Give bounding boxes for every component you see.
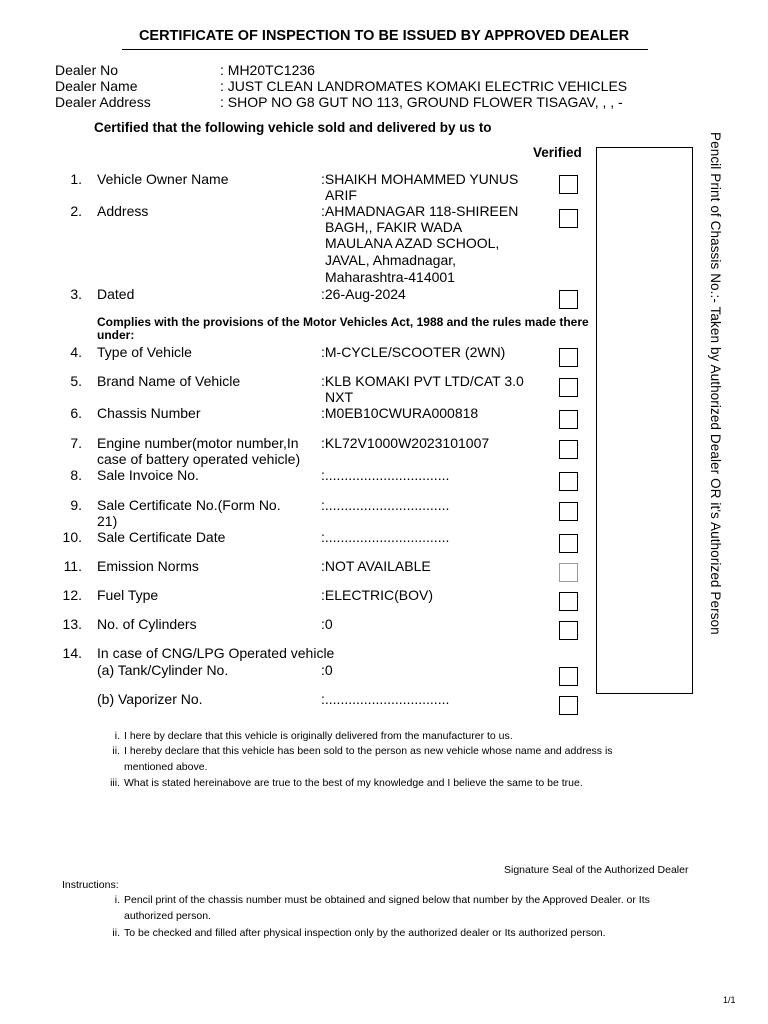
dealer-name-label: Dealer Name bbox=[55, 78, 138, 94]
vaporizer-value: :................................ bbox=[321, 691, 450, 707]
dealer-name-value: : JUST CLEAN LANDROMATES KOMAKI ELECTRIC VEHICLES bbox=[220, 78, 628, 94]
sale-certificate-no-value: :................................ bbox=[321, 497, 450, 513]
instructions-heading: Instructions: bbox=[62, 879, 119, 891]
item-label: Dated bbox=[97, 286, 135, 302]
emission-norms-value: :NOT AVAILABLE bbox=[321, 558, 431, 574]
brand-name-value: :KLB KOMAKI PVT LTD/CAT 3.0 bbox=[321, 373, 524, 389]
dealer-no-label: Dealer No bbox=[55, 62, 119, 78]
item-label: Fuel Type bbox=[97, 587, 159, 603]
verify-checkbox[interactable] bbox=[559, 502, 578, 521]
verify-checkbox[interactable] bbox=[559, 378, 578, 397]
dealer-no-value: : MH20TC1236 bbox=[220, 62, 315, 78]
item-label: Address bbox=[97, 203, 149, 219]
declaration-text: I here by declare that this vehicle is originally delivered from the manufacturer to us. bbox=[124, 730, 513, 742]
brand-name-value-cont: NXT bbox=[325, 389, 353, 405]
tank-cylinder-value: :0 bbox=[321, 662, 333, 678]
declaration-text: I hereby declare that this vehicle has been sold to the person as new vehicle whose name and address is bbox=[124, 745, 613, 757]
sale-invoice-value: :................................ bbox=[321, 467, 450, 483]
instruction-number: ii. bbox=[112, 927, 120, 939]
item-number: 8. bbox=[70, 467, 82, 483]
item-number: 14. bbox=[62, 645, 82, 661]
complies-statement: Complies with the provisions of the Motor Vehicles Act, 1988 and the rules made there under: bbox=[97, 315, 589, 342]
verify-checkbox[interactable] bbox=[559, 563, 578, 582]
item-label: Sale Invoice No. bbox=[97, 467, 199, 483]
dated-value: :26-Aug-2024 bbox=[321, 286, 406, 302]
verify-checkbox[interactable] bbox=[559, 621, 578, 640]
vehicle-type-value: :M-CYCLE/SCOOTER (2WN) bbox=[321, 344, 506, 360]
address-value-cont: Maharashtra-414001 bbox=[325, 269, 455, 285]
item-label: (a) Tank/Cylinder No. bbox=[97, 662, 229, 678]
item-label: Chassis Number bbox=[97, 405, 201, 421]
declaration-text: What is stated hereinabove are true to the best of my knowledge and I believe the same to be true. bbox=[124, 777, 583, 789]
item-number: 9. bbox=[70, 497, 82, 513]
item-label: Sale Certificate Date bbox=[97, 529, 226, 545]
item-label: Emission Norms bbox=[97, 558, 199, 574]
verify-checkbox[interactable] bbox=[559, 209, 578, 228]
instruction-text: To be checked and filled after physical inspection only by the authorized dealer or Its authorized person. bbox=[124, 927, 606, 939]
item-label: Type of Vehicle bbox=[97, 344, 192, 360]
verify-checkbox[interactable] bbox=[559, 696, 578, 715]
verify-checkbox[interactable] bbox=[559, 592, 578, 611]
dealer-address-value: : SHOP NO G8 GUT NO 113, GROUND FLOWER TISAGAV, , , - bbox=[220, 94, 623, 110]
verify-checkbox[interactable] bbox=[559, 667, 578, 686]
signature-seal-label: Signature Seal of the Authorized Dealer bbox=[504, 864, 689, 876]
item-number: 7. bbox=[70, 435, 82, 451]
verified-heading: Verified bbox=[533, 145, 582, 160]
page-number: 1/1 bbox=[723, 995, 736, 1005]
item-label-cont: 21) bbox=[97, 513, 118, 529]
item-number: 1. bbox=[70, 171, 82, 187]
item-number: 6. bbox=[70, 405, 82, 421]
declaration-text-cont: mentioned above. bbox=[124, 761, 208, 773]
fuel-type-value: :ELECTRIC(BOV) bbox=[321, 587, 434, 603]
item-label-cont: case of battery operated vehicle) bbox=[97, 451, 301, 467]
verify-checkbox[interactable] bbox=[559, 348, 578, 367]
pencil-print-caption: Pencil Print of Chassis No.:- Taken by Authorized Dealer OR it's Authorized Person bbox=[708, 132, 723, 635]
instruction-text-cont: authorized person. bbox=[124, 910, 211, 922]
verify-checkbox[interactable] bbox=[559, 410, 578, 429]
address-value-cont: MAULANA AZAD SCHOOL, bbox=[325, 235, 500, 251]
item-number: 2. bbox=[70, 203, 82, 219]
item-number: 10. bbox=[62, 529, 82, 545]
address-value-cont: JAVAL, Ahmadnagar, bbox=[325, 252, 457, 268]
engine-number-value: :KL72V1000W2023101007 bbox=[321, 435, 490, 451]
item-label: Sale Certificate No.(Form No. bbox=[97, 497, 281, 513]
item-number: 3. bbox=[70, 286, 82, 302]
certified-statement: Certified that the following vehicle sold and delivered by us to bbox=[94, 120, 492, 135]
item-number: 13. bbox=[62, 616, 82, 632]
verify-checkbox[interactable] bbox=[559, 175, 578, 194]
owner-name-value: :SHAIKH MOHAMMED YUNUS bbox=[321, 171, 519, 187]
certificate-title: CERTIFICATE OF INSPECTION TO BE ISSUED BY APPROVED DEALER bbox=[138, 28, 630, 44]
item-number: 12. bbox=[62, 587, 82, 603]
item-label: No. of Cylinders bbox=[97, 616, 197, 632]
declaration-number: i. bbox=[114, 730, 120, 742]
verify-checkbox[interactable] bbox=[559, 472, 578, 491]
title-underline bbox=[122, 49, 648, 50]
item-number: 11. bbox=[63, 558, 82, 574]
item-label: Engine number(motor number,In bbox=[97, 435, 299, 451]
owner-name-value-cont: ARIF bbox=[325, 187, 357, 203]
item-label: In case of CNG/LPG Operated vehicle bbox=[97, 645, 335, 661]
sale-certificate-date-value: :................................ bbox=[321, 529, 450, 545]
instruction-number: i. bbox=[114, 894, 120, 906]
item-label: Vehicle Owner Name bbox=[97, 171, 229, 187]
instruction-text: Pencil print of the chassis number must be obtained and signed below that number by the Approved Dealer. or Its bbox=[124, 894, 650, 906]
verify-checkbox[interactable] bbox=[559, 534, 578, 553]
chassis-pencil-print-box bbox=[596, 147, 693, 694]
dealer-address-label: Dealer Address bbox=[55, 94, 151, 110]
address-value: :AHMADNAGAR 118-SHIREEN bbox=[321, 203, 519, 219]
item-number: 4. bbox=[70, 344, 82, 360]
verify-checkbox[interactable] bbox=[559, 440, 578, 459]
chassis-number-value: :M0EB10CWURA000818 bbox=[321, 405, 479, 421]
cylinders-value: :0 bbox=[321, 616, 333, 632]
declaration-number: iii. bbox=[110, 777, 120, 789]
item-label: (b) Vaporizer No. bbox=[97, 691, 203, 707]
item-number: 5. bbox=[70, 373, 82, 389]
verify-checkbox[interactable] bbox=[559, 290, 578, 309]
declaration-number: ii. bbox=[112, 745, 120, 757]
item-label: Brand Name of Vehicle bbox=[97, 373, 241, 389]
address-value-cont: BAGH,, FAKIR WADA bbox=[325, 219, 463, 235]
